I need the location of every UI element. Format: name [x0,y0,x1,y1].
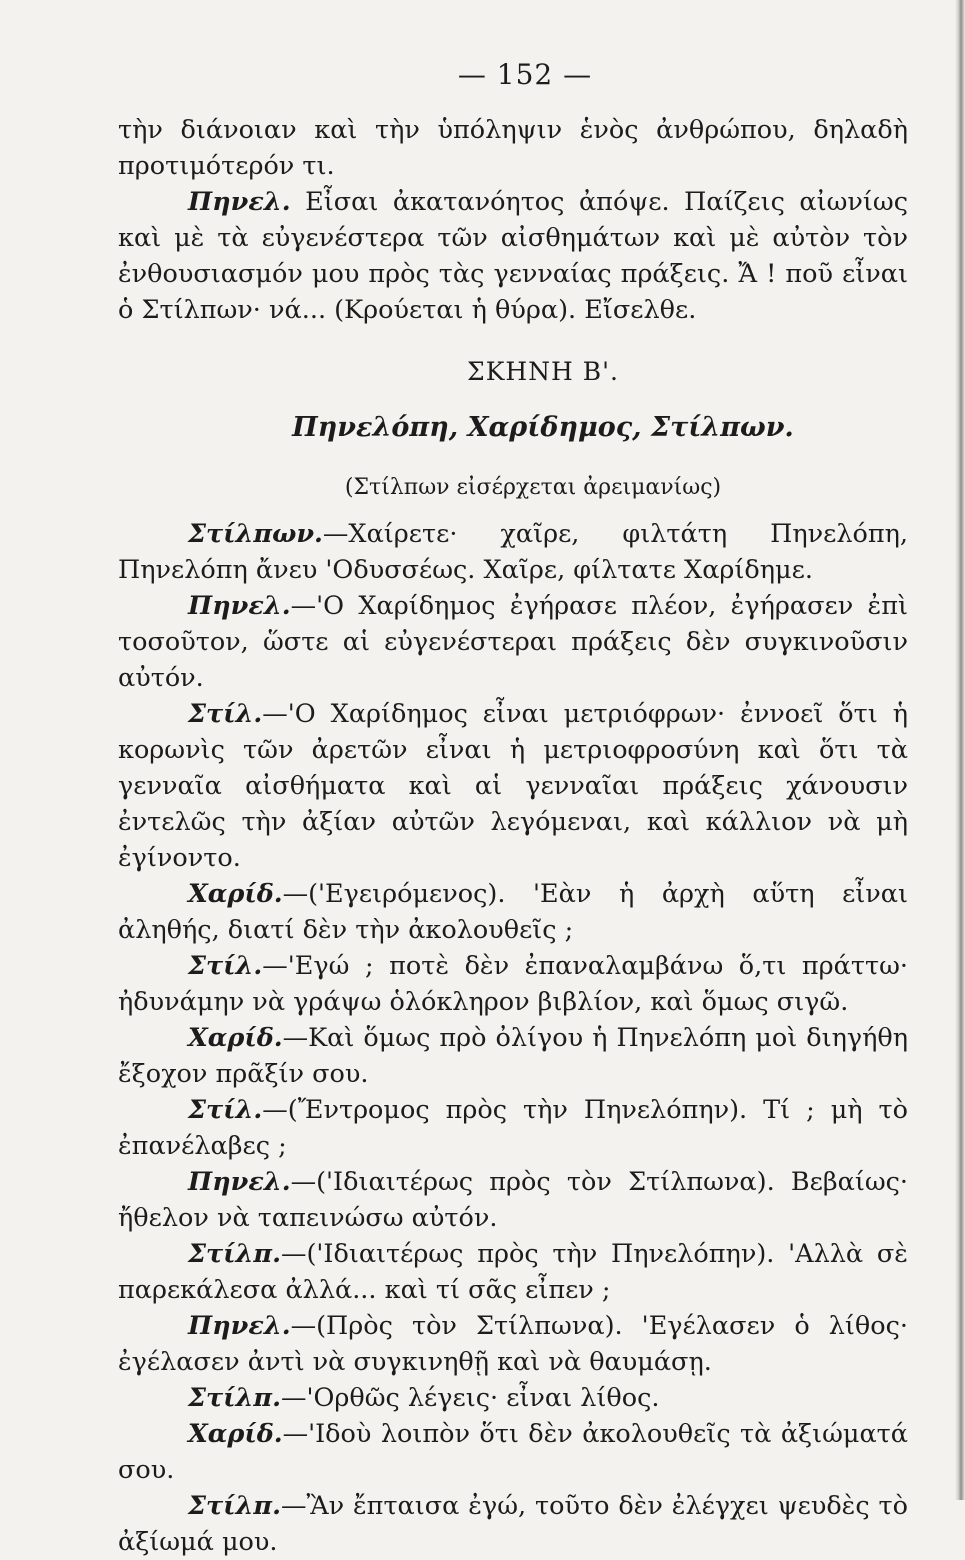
opening-lines: τὴν διάνοιαν καὶ τὴν ὑπόληψιν ἑνὸς ἀνθρώπου, δηλαδὴ προτιμότερόν τι. [118,115,908,181]
dialog-line [118,1164,908,1236]
speaker-name: Στίλ. [188,1095,263,1125]
speaker-name: Χαρίδ. [188,1023,283,1053]
speaker-name: Στίλπ. [188,1491,281,1521]
dialog-line [118,696,908,876]
dialog-text: —Χαίρετε· χαῖρε, φιλτάτη Πηνελόπη, Πηνελόπη ἄνευ 'Οδυσσέως. Χαῖρε, φίλτατε Χαρίδημε. [118,519,908,585]
speaker-name: Στίλπ. [188,1239,281,1269]
speaker-name: Πηνελ. [188,1311,291,1341]
dialog-line [118,1416,908,1488]
dialog-line [118,1236,908,1308]
dialog-line [118,1092,908,1164]
speaker-name: Πηνελ. [188,591,291,621]
dialog-line [118,876,908,948]
dialog-text: —'Εγώ ; ποτὲ δὲν ἐπαναλαμβάνω ὅ,τι πράττω· ἠδυνάμην νὰ γράψω ὁλόκληρον βιβλίον, καὶ ὅμως σιγῶ. [118,951,908,1017]
dialog-line [118,588,908,696]
dialog-line [118,516,908,588]
page-edge-shadow [955,0,965,1500]
dialog-line [118,948,908,1020]
dialog-text: —Καὶ ὅμως πρὸ ὀλίγου ἡ Πηνελόπη μοὶ διηγήθη ἔξοχον πρᾶξίν σου. [118,1023,908,1089]
dialog-text: Εἶσαι ἀκατανόητος ἀπόψε. Παίζεις αἰωνίως καὶ μὲ τὰ εὐγενέστερα τῶν αἰσθημάτων καὶ μὲ αὐτὸν τὸν ἐνθουσιασμόν μου πρὸς τὰς γενναίας πράξεις. Ἄ ! ποῦ εἶναι ὁ Στίλπων· νά... (Κρούεται ἡ θύρα). Εἴσελθε. [118,187,908,325]
dialog-text: —Ἂν ἔπταισα ἐγώ, τοῦτο δὲν ἐλέγχει ψευδὲς τὸ ἀξίωμά μου. [118,1491,908,1557]
dialog-line [118,1020,908,1092]
page-text [118,112,908,1560]
dialog-text: —'Ορθῶς λέγεις· εἶναι λίθος. [280,1383,660,1413]
stage-direction: (Στίλπων εἰσέρχεται ἀρειμανίως) [344,475,722,500]
speaker-name: Στίλπων. [188,519,323,549]
dialog-text: —'Ιδοὺ λοιπὸν ὅτι δὲν ἀκολουθεῖς τὰ ἀξιώματά σου. [118,1419,908,1485]
speaker-name: Στίλ. [188,951,263,981]
page-number: — 152 — [457,58,593,91]
dialog-line [118,1380,908,1416]
scene-persons: Πηνελόπη, Χαρίδημος, Στίλπων. [292,412,794,443]
dialog-line [118,184,908,328]
dialog-text: —'Ο Χαρίδημος ἐγήρασε πλέον, ἐγήρασεν ἐπὶ τοσοῦτον, ὥστε αἱ εὐγενέστεραι πράξεις δὲν συγκινοῦσιν αὐτόν. [118,591,908,693]
dialog-text: —('Ιδιαιτέρως πρὸς τὸν Στίλπωνα). Βεβαίως· ἤθελον νὰ ταπεινώσω αὐτόν. [118,1167,908,1233]
speaker-name: Πηνελ. [188,1167,291,1197]
dialog-text: —('Εγειρόμενος). 'Εὰν ἡ ἀρχὴ αὕτη εἶναι ἀληθής, διατί δὲν τὴν ἀκολουθεῖς ; [118,879,908,945]
dialog-text: —('Ιδιαιτέρως πρὸς τὴν Πηνελόπην). 'Αλλὰ σὲ παρεκάλεσα ἀλλά... καὶ τί σᾶς εἶπεν ; [118,1239,908,1305]
dialog-text: —(Ἔντρομος πρὸς τὴν Πηνελόπην). Τί ; μὴ τὸ ἐπανέλαβες ; [118,1095,908,1161]
dialog-line [118,1488,908,1560]
dialog-line [118,1308,908,1380]
speaker-name: Στίλπ. [188,1383,281,1413]
dialog-text: —(Πρὸς τὸν Στίλπωνα). 'Εγέλασεν ὁ λίθος· ἐγέλασεν ἀντὶ νὰ συγκινηθῇ καὶ νὰ θαυμάσῃ. [118,1311,908,1377]
speaker-name: Χαρίδ. [188,1419,283,1449]
speaker-name: Χαρίδ. [188,879,283,909]
dialog-text: —'Ο Χαρίδημος εἶναι μετριόφρων· ἐννοεῖ ὅτι ἡ κορωνὶς τῶν ἀρετῶν εἶναι ἡ μετριοφροσύνη καὶ ὅτι τὰ γενναῖα αἰσθήματα καὶ αἱ γενναῖαι πράξεις χάνουσιν ἐντελῶς τὴν ἀξίαν αὐτῶν λεγόμεναι, καὶ κάλλιον νὰ μὴ ἐγίνοντο. [118,699,908,873]
speaker-name: Στίλ. [188,699,263,729]
speaker-name: Πηνελ. [188,187,291,217]
scene-heading: ΣΚΗΝΗ Β'. [467,357,619,386]
